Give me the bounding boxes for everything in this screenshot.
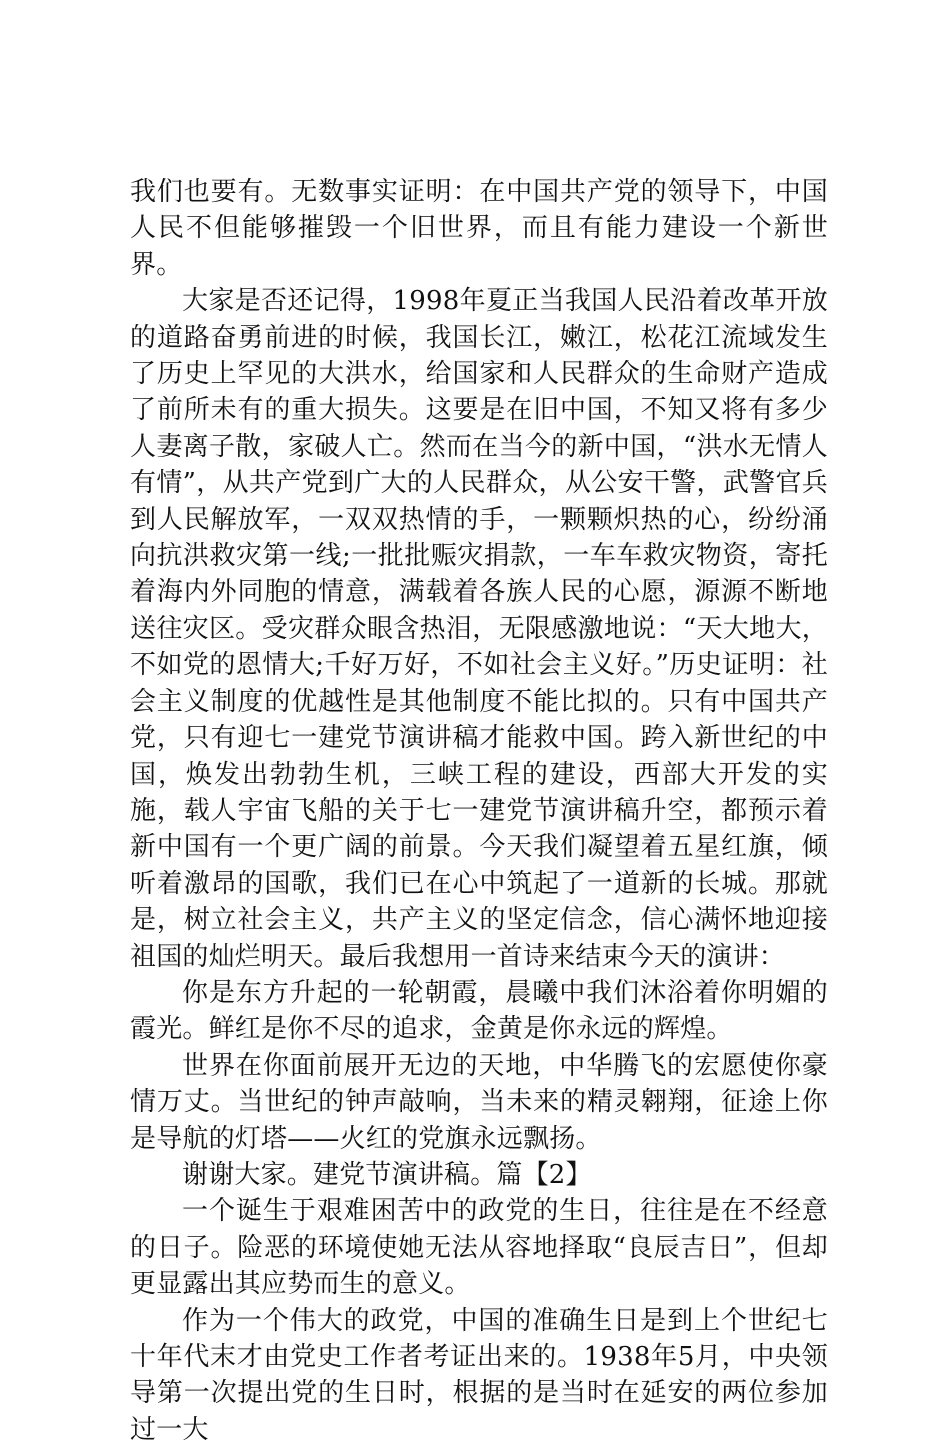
paragraph-1: 我们也要有。无数事实证明：在中国共产党的领导下，中国人民不但能够摧毁一个旧世界，而且有能力建设一个新世界。 xyxy=(130,177,828,280)
document-body xyxy=(130,174,828,1448)
paragraph-7: 作为一个伟大的政党，中国的准确生日是到上个世纪七十年代末才由党史工作者考证出来的。1938年5月，中央领导第一次提出党的生日时，根据的是当时在延安的两位参加过一大 xyxy=(130,1305,828,1445)
paragraph-5: 谢谢大家。建党节演讲稿。篇【2】 xyxy=(182,1159,592,1190)
paragraph-6: 一个诞生于艰难困苦中的政党的生日，往往是在不经意的日子。险恶的环境使她无法从容地择取“良辰吉日”，但却更显露出其应势而生的意义。 xyxy=(130,1196,828,1300)
paragraph-3: 你是东方升起的一轮朝霞，晨曦中我们沐浴着你明媚的霞光。鲜红是你不尽的追求，金黄是你永远的辉煌。 xyxy=(130,977,828,1045)
paragraph-2: 大家是否还记得，1998年夏正当我国人民沿着改革开放的道路奋勇前进的时候，我国长江，嫩江，松花江流域发生了历史上罕见的大洪水，给国家和人民群众的生命财产造成了前所未有的重大损失。这要是在旧中国，不知又将有多少人妻离子散，家破人亡。然而在当今的新中国，“洪水无情人有情”，从共产党到广大的人民群众，从公安干警，武警官兵到人民解放军，一双双热情的手，一颗颗炽热的心，纷纷涌向抗洪救灾第一线;一批批赈灾捐款，一车车救灾物资，寄托着海内外同胞的情意，满载着各族人民的心愿，源源不断地送往灾区。受灾群众眼含热泪，无限感激地说：“天大地大，不如党的恩情大;千好万好，不如社会主义好。”历史证明：社会主义制度的优越性是其他制度不能比拟的。只有中国共产党，只有迎七一建党节演讲稿才能救中国。跨入新世纪的中国，焕发出勃勃生机，三峡工程的建设，西部大开发的实施，载人宇宙飞船的关于七一建党节演讲稿升空，都预示着新中国有一个更广阔的前景。今天我们凝望着五星红旗，倾听着激昂的国歌，我们已在心中筑起了一道新的长城。那就是，树立社会主义，共产主义的坚定信念，信心满怀地迎接祖国的灿烂明天。最后我想用一首诗来结束今天的演讲： xyxy=(130,286,828,972)
paragraph-4: 世界在你面前展开无边的天地，中华腾飞的宏愿使你豪情万丈。当世纪的钟声敲响，当未来的精灵翱翔，征途上你是导航的灯塔——火红的党旗永远飘扬。 xyxy=(130,1050,828,1154)
